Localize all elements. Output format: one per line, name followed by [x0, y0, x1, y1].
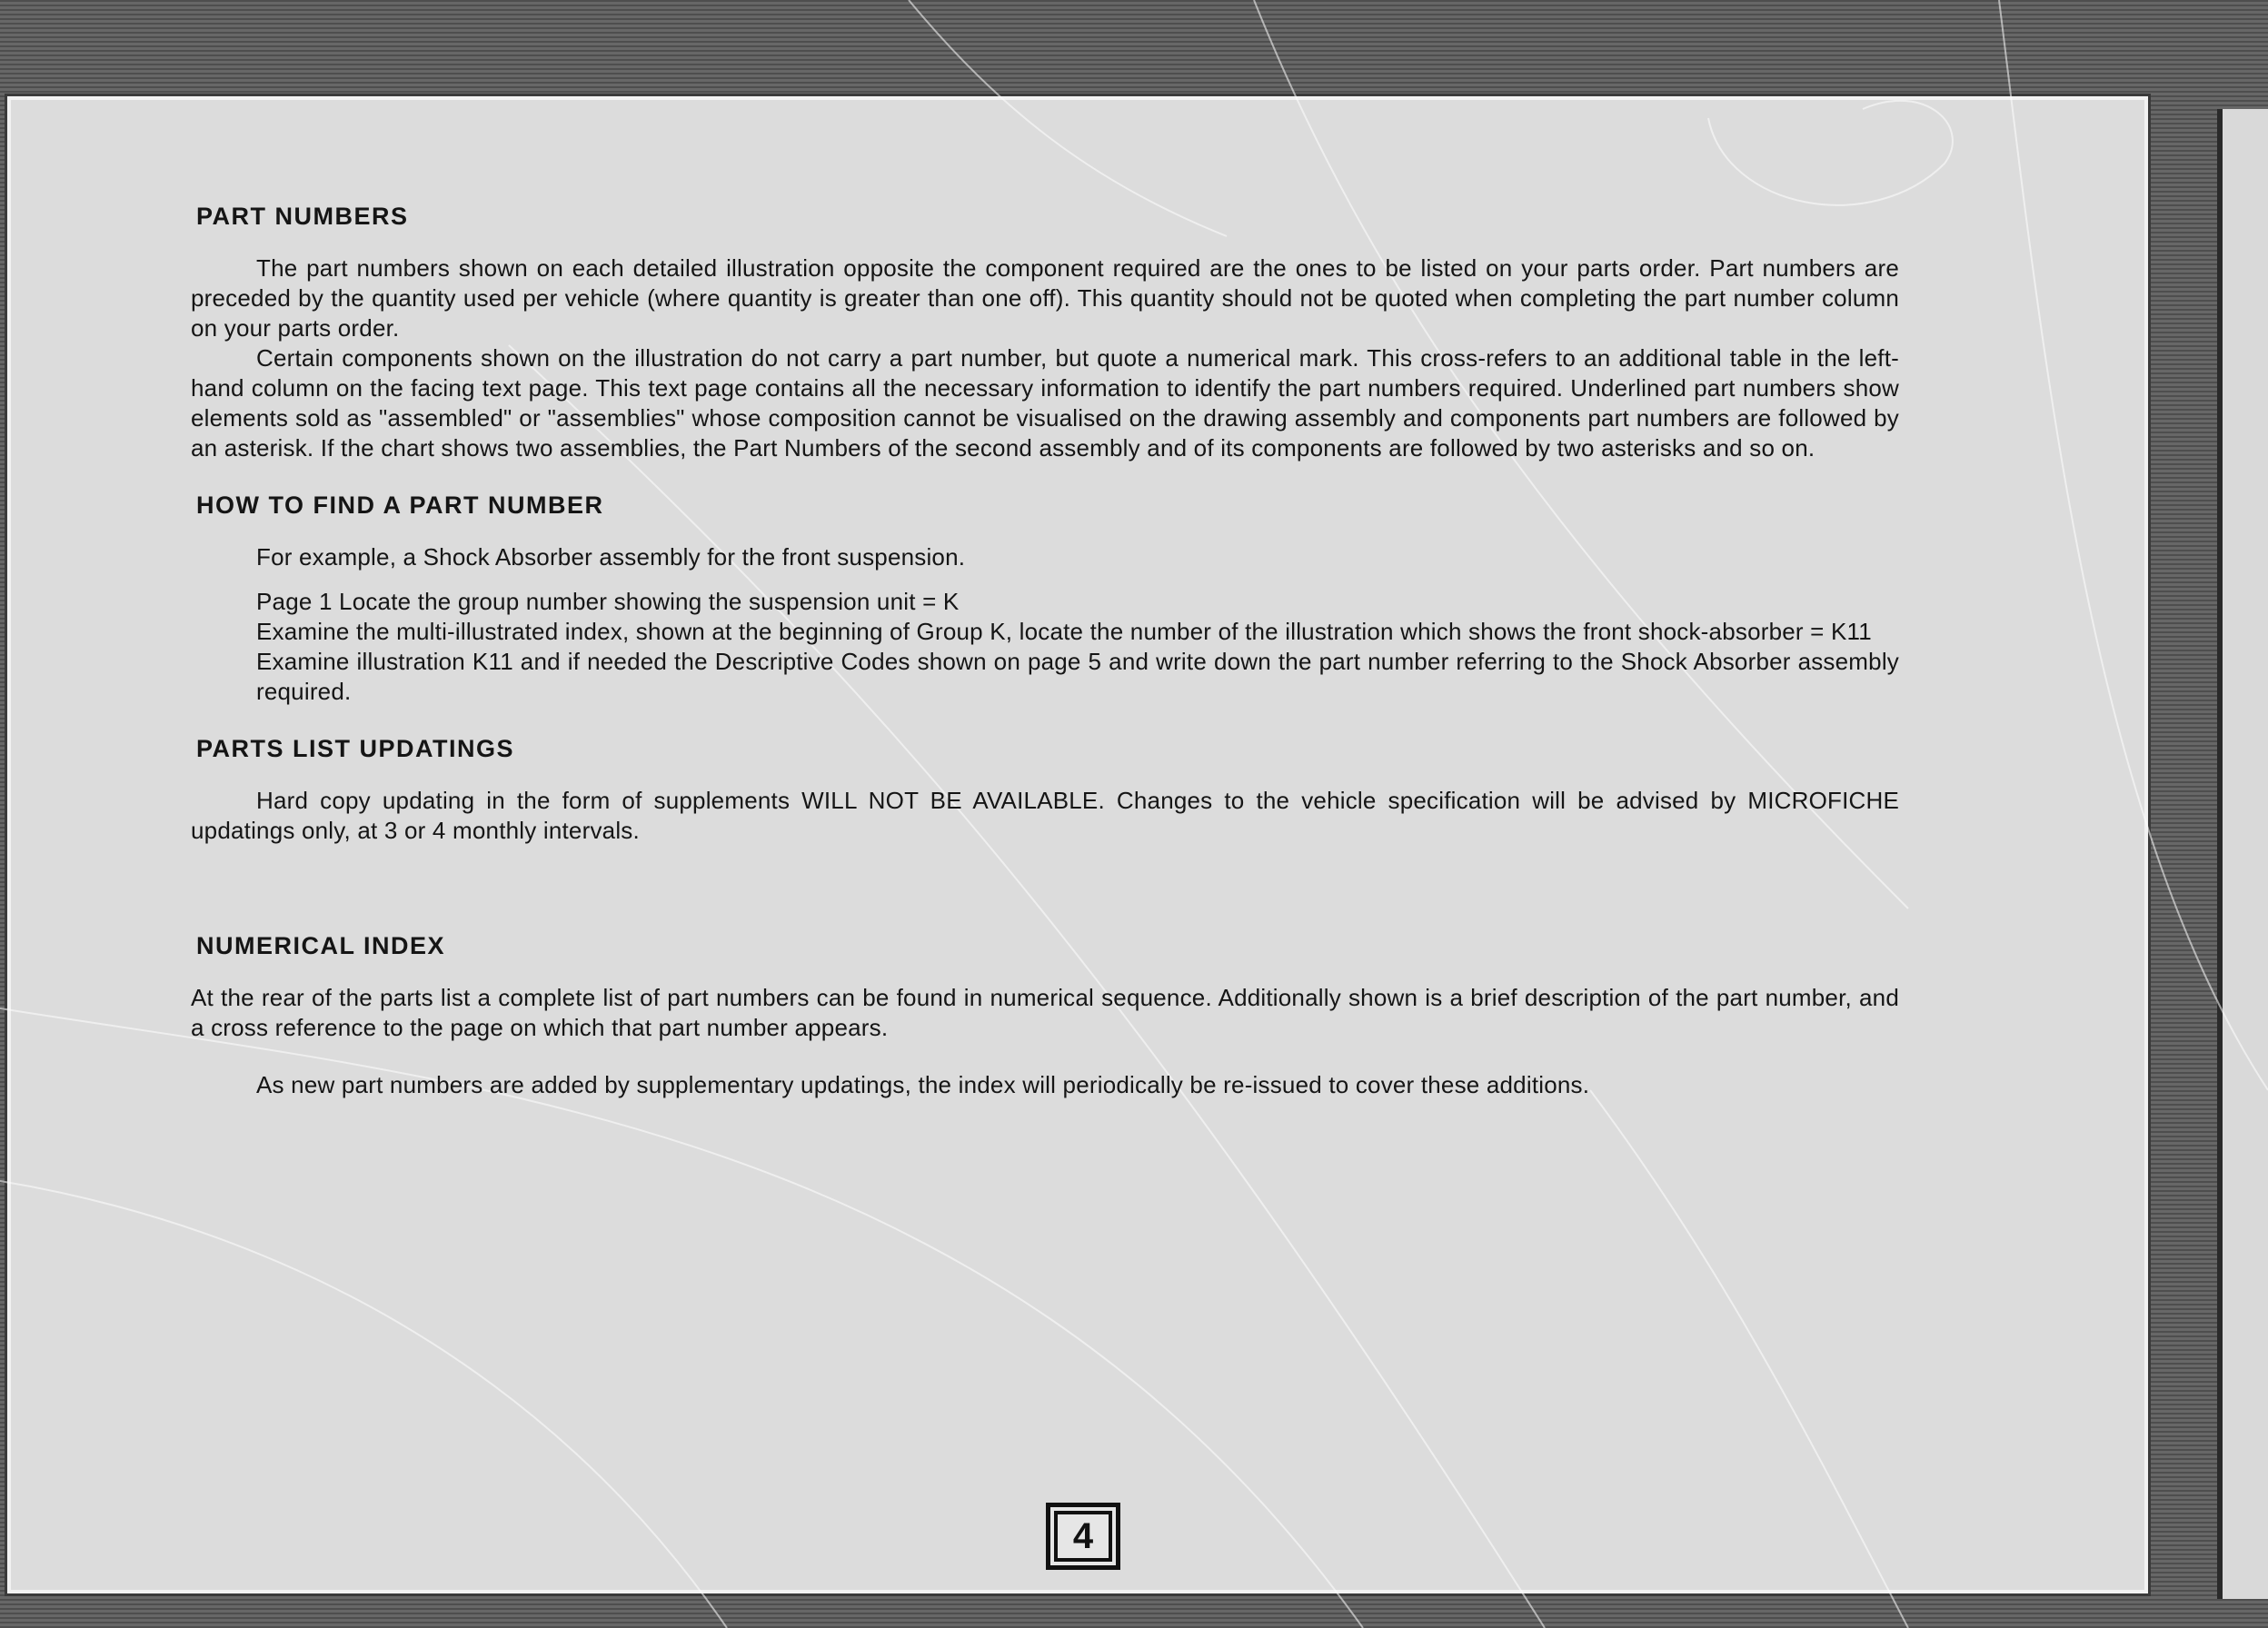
adjacent-page-edge [2217, 109, 2268, 1599]
section-heading-part-numbers: PART NUMBERS [196, 203, 409, 230]
section-heading-numerical-index: NUMERICAL INDEX [196, 932, 446, 959]
step-item: Examine the multi-illustrated index, shown at the beginning of Group K, locate the number of the illustration which shows the front shock-absorber = K11 [256, 618, 1872, 645]
page-number-box: 4 [1046, 1503, 1120, 1570]
document-body [191, 202, 1899, 1100]
step-item: Examine illustration K11 and if needed the Descriptive Codes shown on page 5 and write down the part number referring to the Shock Absorber assembly required. [256, 648, 1899, 705]
paragraph: Hard copy updating in the form of supplements WILL NOT BE AVAILABLE. Changes to the vehicle specification will be advised by MICROFICHE updatings only, at 3 or 4 monthly intervals. [191, 787, 1899, 844]
paragraph: The part numbers shown on each detailed illustration opposite the component required are the ones to be listed on your parts order. Part numbers are preceded by the quantity used per vehicle (where quantity is greater than one off). This quantity should not be quoted when completing the part number column on your parts order. [191, 254, 1899, 342]
section-heading-how-to-find: HOW TO FIND A PART NUMBER [196, 491, 604, 519]
step-item: Page 1 Locate the group number showing the suspension unit = K [256, 588, 960, 615]
example-intro: For example, a Shock Absorber assembly for the front suspension. [256, 543, 966, 571]
paragraph: Certain components shown on the illustration do not carry a part number, but quote a numerical mark. This cross-refers to an additional table in the left-hand column on the facing text page. This text page contains all the necessary information to identify the part numbers required. Underlined part numbers show elements sold as "assembled" or "assemblies" whose composition cannot be visualised on the drawing assembly and components part numbers are followed by an asterisk. If the chart shows two assemblies, the Part Numbers of the second assembly and of its components are followed by two asterisks and so on. [191, 344, 1899, 462]
paragraph: As new part numbers are added by supplementary updatings, the index will periodically be re-issued to cover these additions. [256, 1071, 1590, 1098]
paragraph: At the rear of the parts list a complete list of part numbers can be found in numerical sequence. Additionally shown is a brief description of the part number, and a cross reference to the page on which that part number appears. [191, 984, 1899, 1041]
section-heading-updatings: PARTS LIST UPDATINGS [196, 735, 515, 762]
